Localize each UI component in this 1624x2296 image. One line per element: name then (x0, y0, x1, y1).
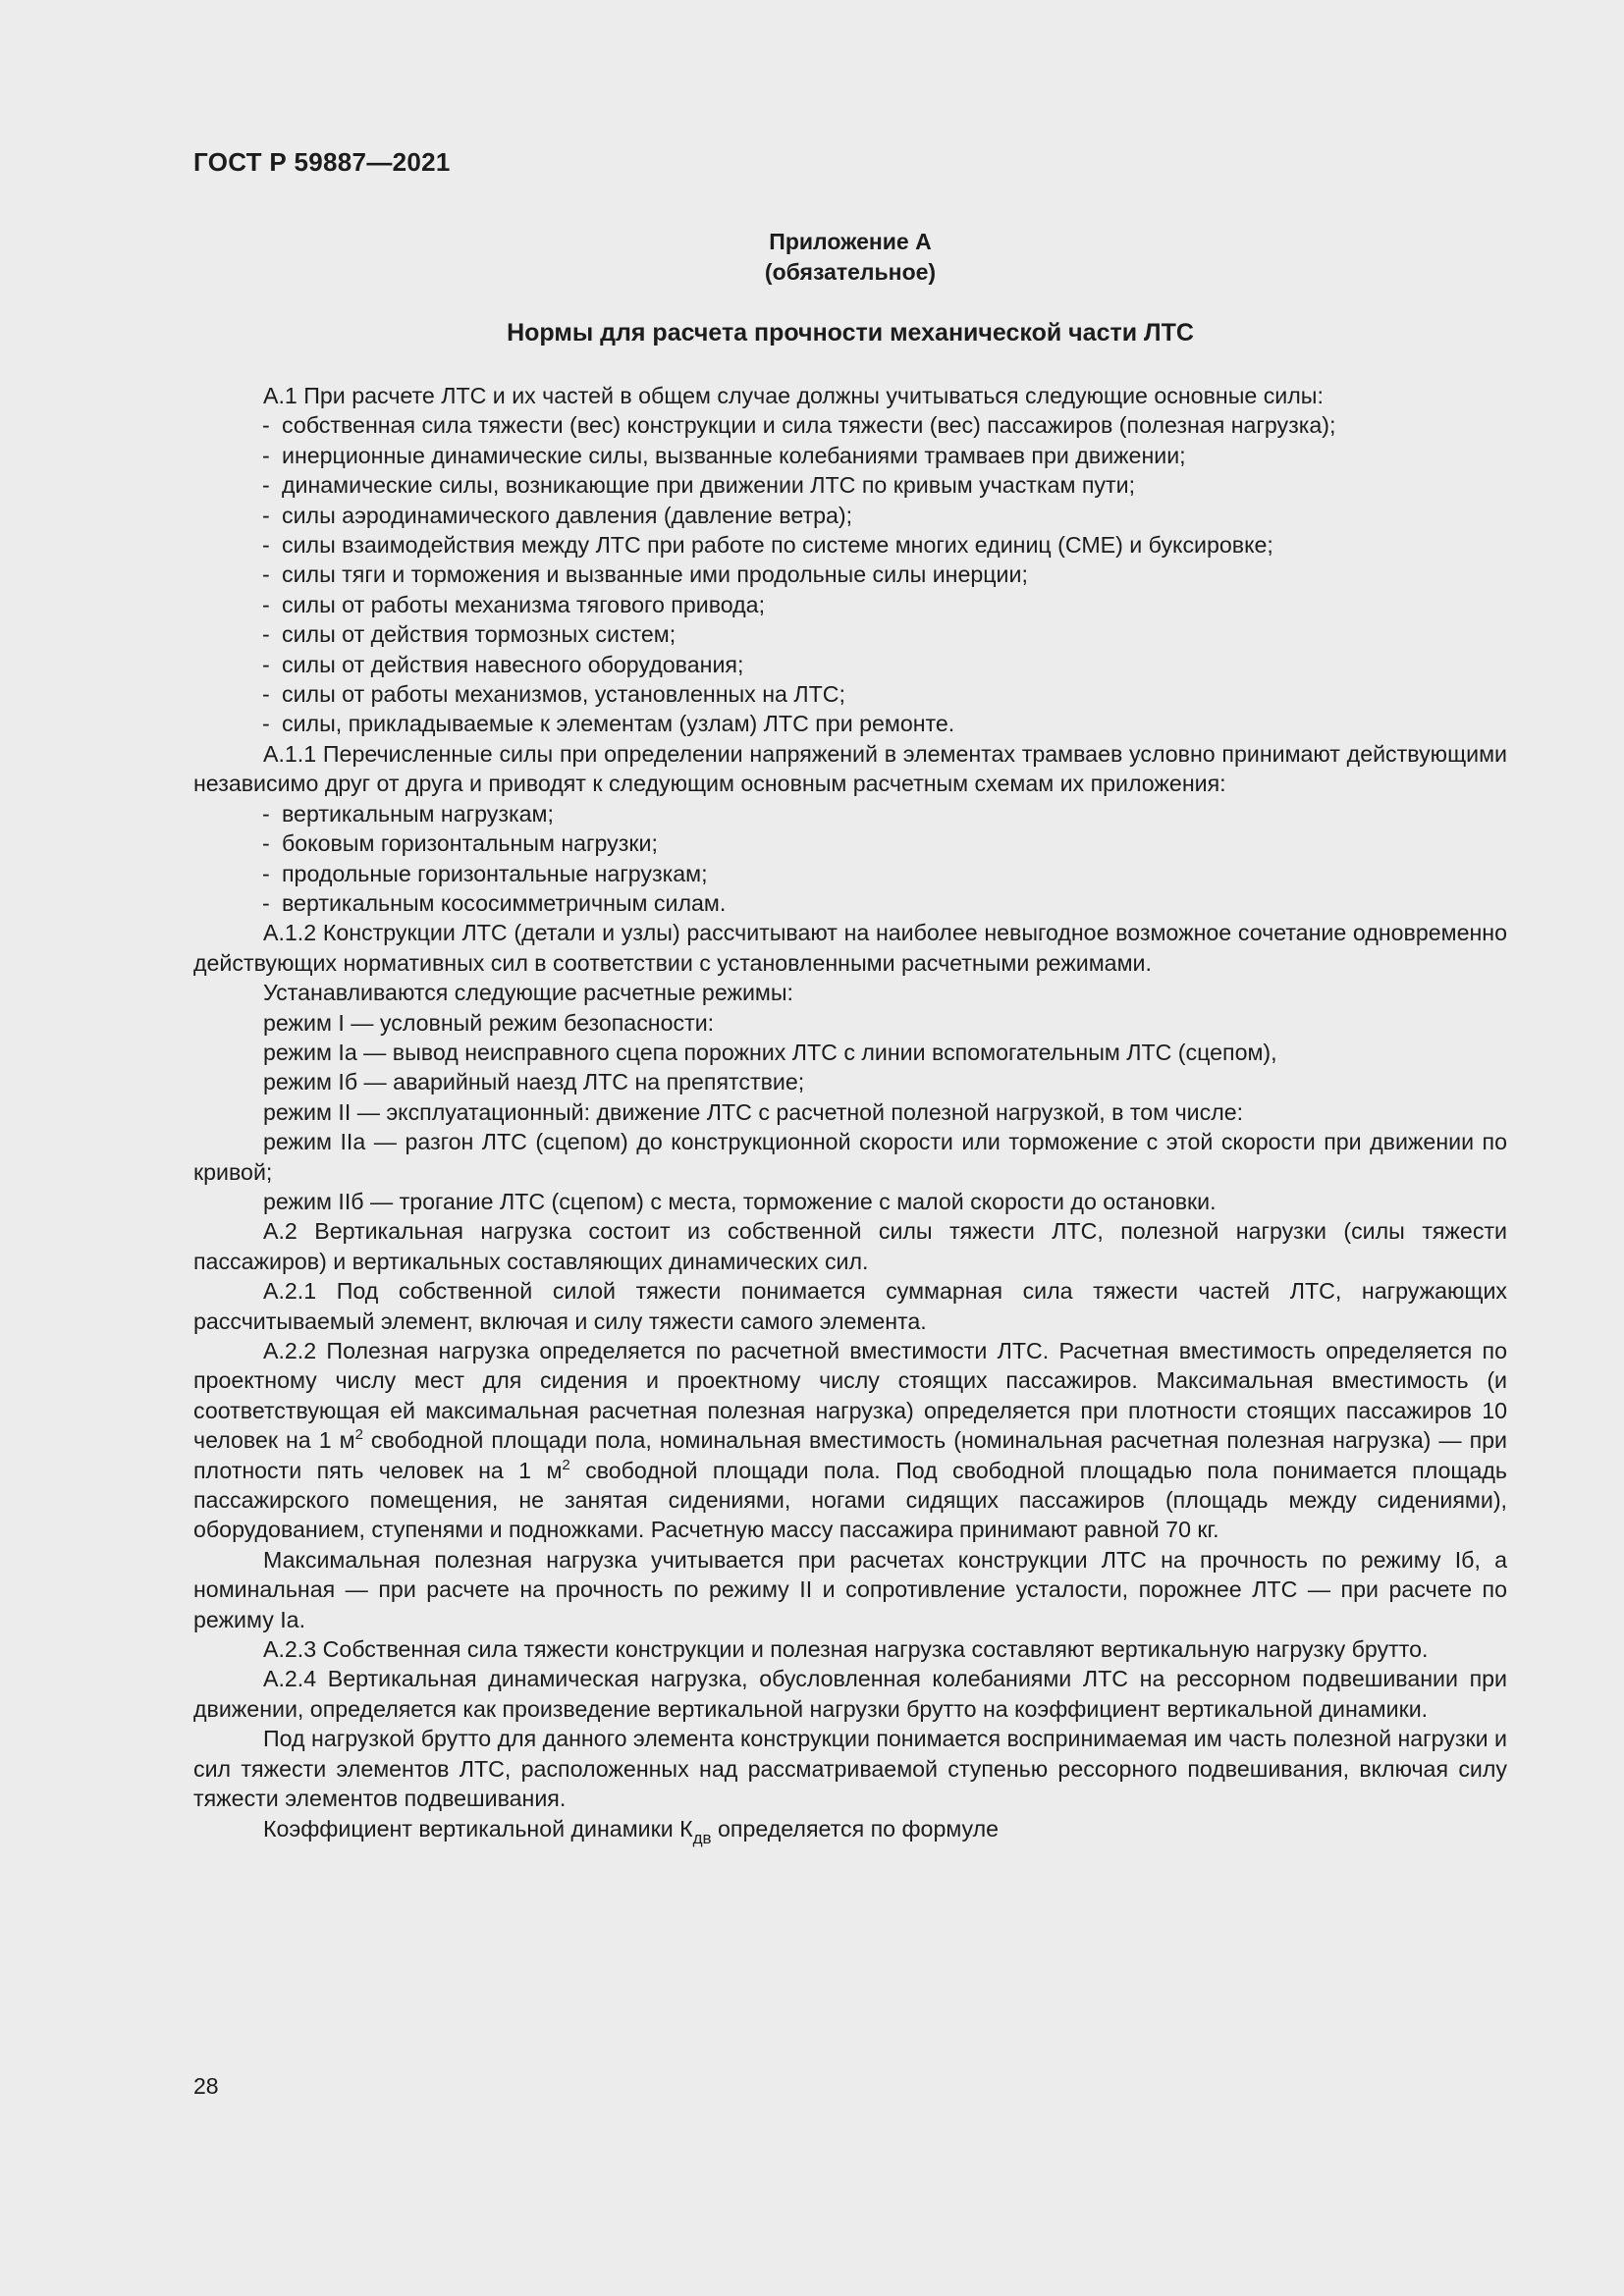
document-body (193, 381, 1507, 1847)
page-number: 28 (193, 2073, 219, 2099)
paragraph-a1-1: А.1.1 Перечисленные силы при определении напряжений в элементах трамваев условно принимают действующими независимо друг от друга и приводят к следующим основным расчетным схемам их приложения: (193, 740, 1507, 797)
list-item: - силы от работы механизмов, установленных на ЛТС; (262, 681, 845, 708)
list-item: - продольные горизонтальные нагрузкам; (262, 860, 708, 886)
mode-item: режим IIа — разгон ЛТС (сцепом) до конструкционной скорости или торможение с этой скорости при движении по кривой; (193, 1129, 1507, 1185)
section-title: Нормы для расчета прочности механической части ЛТС (507, 319, 1194, 347)
list-item: - силы от действия навесного оборудования; (262, 651, 744, 677)
paragraph-max-load: Максимальная полезная нагрузка учитывается при расчетах конструкции ЛТС на прочность по режиму Iб, а номинальная — при расчете на прочность по режиму II и сопротивление усталости, порожнее ЛТС — при расчете по режиму Iа. (193, 1546, 1507, 1632)
paragraph-a2-1: А.2.1 Под собственной силой тяжести понимается суммарная сила тяжести частей ЛТС, нагружающих рассчитываемый элемент, включая и силу тяжести самого элемента. (193, 1278, 1507, 1334)
standard-code: ГОСТ Р 59887—2021 (193, 147, 451, 177)
mode-item: режим I — условный режим безопасности: (263, 1009, 715, 1036)
list-item: - инерционные динамические силы, вызванные колебаниями трамваев при движении; (262, 442, 1186, 468)
annex-heading (193, 227, 1507, 288)
mode-item: режим Iб — аварийный наезд ЛТС на препятствие; (263, 1069, 805, 1095)
list-item: - вертикальным нагрузкам; (262, 800, 554, 827)
list-item: - силы взаимодействия между ЛТС при работе по системе многих единиц (СМЕ) и буксировке; (262, 532, 1273, 559)
paragraph-coefficient: Коэффициент вертикальной динамики $К_{дв}$ определяется по формуле (263, 1815, 1000, 1847)
list-item: - силы от работы механизма тягового привода; (262, 591, 766, 617)
mode-item: режим Iа — вывод неисправного сцепа порожних ЛТС с линии вспомогательным ЛТС (сцепом), (263, 1039, 1277, 1065)
annex-title: Приложение А (769, 229, 932, 254)
list-item: - боковым горизонтальным нагрузки; (262, 830, 658, 857)
paragraph-gross-load: Под нагрузкой брутто для данного элемента конструкции понимается воспринимаемая им часть полезной нагрузки и сил тяжести элементов ЛТС, расположенных над рассматриваемой ступенью рессорного подвешивания, включая силу тяжести элементов подвешивания. (193, 1726, 1507, 1812)
paragraph-a2-4: А.2.4 Вертикальная динамическая нагрузка, обусловленная колебаниями ЛТС на рессорном подвешивании при движении, определяется как произведение вертикальной нагрузки брутто на коэффициент вертикальной динамики. (193, 1666, 1507, 1722)
modes-intro: Устанавливаются следующие расчетные режимы: (263, 980, 793, 1006)
paragraph-a1-2: А.1.2 Конструкции ЛТС (детали и узлы) рассчитывают на наиболее невыгодное возможное сочетание одновременно действующих нормативных сил в соответствии с установленными расчетными режимами. (193, 920, 1507, 976)
annex-status: (обязательное) (764, 259, 937, 285)
list-item: - силы аэродинамического давления (давление ветра); (262, 502, 853, 528)
paragraph-a2-2: А.2.2 Полезная нагрузка определяется по расчетной вместимости ЛТС. Расчетная вместимость определяется по проектному числу мест для сидения и проектному числу стоящих пассажиров. Максимальная вместимость (и соответствующая ей максимальная расчетная полезная нагрузка) определяется при плотности стоящих пассажиров 10 человек на 1 $м^2$ свободной площади пола, номинальная вместимость (номинальная расчетная полезная нагрузка) — при плотности пять человек на 1 $м^2$ свободной площади пола. Под свободной площадью пола понимается площадь пассажирского помещения, не занятая сидениями, ногами сидящих пассажиров (площадь между сидениями), оборудованием, ступенями и подножками. Расчетную массу пассажира принимают равной 70 кг. (193, 1338, 1507, 1543)
subscript: дв (692, 1828, 712, 1847)
list-item: - силы тяги и торможения и вызванные ими продольные силы инерции; (262, 561, 1028, 588)
superscript: 2 (562, 1456, 570, 1473)
list-item: - собственная сила тяжести (вес) конструкции и сила тяжести (вес) пассажиров (полезная нагрузка); (262, 412, 1336, 439)
mode-item: режим II — эксплуатационный: движение ЛТС с расчетной полезной нагрузкой, в том числе: (263, 1098, 1244, 1125)
list-item: - силы, прикладываемые к элементам (узлам) ЛТС при ремонте. (262, 711, 955, 737)
mode-item: режим IIб — трогание ЛТС (сцепом) с места, торможение с малой скорости до остановки. (263, 1188, 1217, 1214)
paragraph-a2: А.2 Вертикальная нагрузка состоит из собственной силы тяжести ЛТС, полезной нагрузки (силы тяжести пассажиров) и вертикальных составляющих динамических сил. (193, 1218, 1507, 1274)
paragraph-a2-3: А.2.3 Собственная сила тяжести конструкции и полезная нагрузка составляют вертикальную нагрузку брутто. (263, 1636, 1429, 1663)
paragraph-a1: А.1 При расчете ЛТС и их частей в общем случае должны учитываться следующие основные силы: (263, 383, 1324, 408)
list-item: - силы от действия тормозных систем; (262, 621, 677, 648)
list-item: - вертикальным кососимметричным силам. (262, 889, 727, 916)
list-item: - динамические силы, возникающие при движении ЛТС по кривым участкам пути; (262, 472, 1136, 499)
superscript: 2 (354, 1426, 363, 1444)
